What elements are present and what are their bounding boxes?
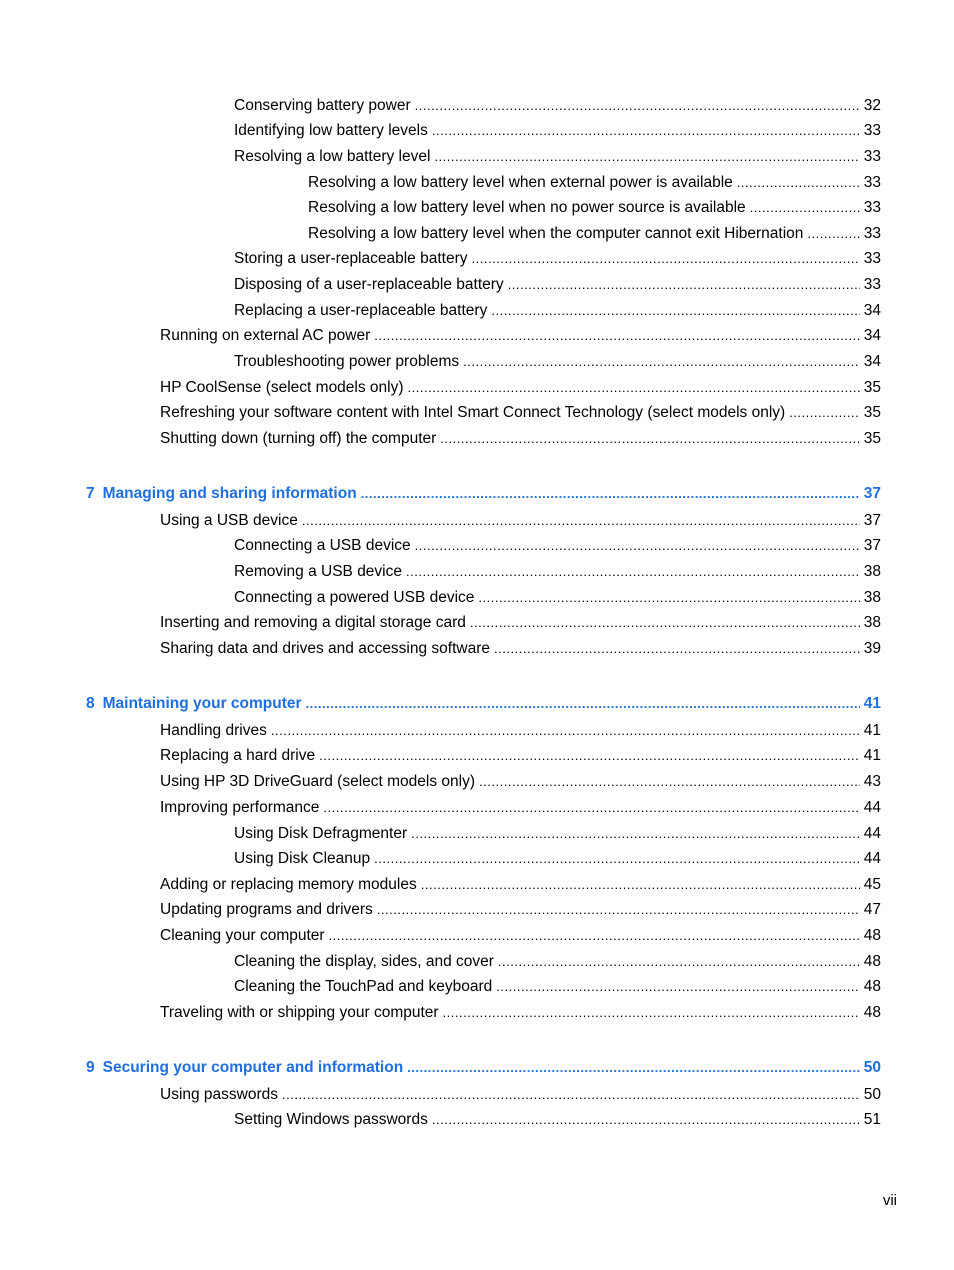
- page-number: vii: [882, 1192, 897, 1209]
- entry-page-number: 37: [863, 512, 881, 529]
- entry-label: Inserting and removing a digital storage card: [160, 614, 466, 631]
- entry-label: Running on external AC power: [160, 327, 371, 344]
- entry-label: Resolving a low battery level: [234, 148, 431, 165]
- toc-entry[interactable]: [234, 249, 881, 269]
- entry-page-number: 50: [863, 1059, 881, 1076]
- toc-entry[interactable]: [234, 977, 881, 997]
- entry-page-number: 44: [863, 825, 881, 842]
- entry-label: Setting Windows passwords: [234, 1111, 428, 1128]
- toc-entry[interactable]: [160, 772, 881, 792]
- toc-chapter-entry[interactable]: [86, 484, 881, 504]
- dot-leader: [329, 926, 860, 946]
- chapter-title: Maintaining your computer: [102, 695, 302, 712]
- dot-leader: [472, 249, 860, 269]
- entry-label: Using Disk Defragmenter: [234, 825, 408, 842]
- dot-leader: [494, 639, 860, 659]
- dot-leader: [282, 1085, 860, 1105]
- entry-page-number: 48: [863, 953, 881, 970]
- dot-leader: [415, 536, 860, 556]
- dot-leader: [421, 875, 860, 895]
- entry-page-number: 45: [863, 876, 881, 893]
- dot-leader: [478, 588, 859, 608]
- entry-page-number: 44: [863, 850, 881, 867]
- toc-entry[interactable]: [160, 511, 881, 531]
- dot-leader: [361, 484, 860, 504]
- entry-page-number: 41: [863, 747, 881, 764]
- toc-entry[interactable]: [160, 798, 881, 818]
- dot-leader: [415, 96, 860, 116]
- entry-page-number: 51: [863, 1111, 881, 1128]
- dot-leader: [496, 977, 860, 997]
- entry-label: Replacing a hard drive: [160, 747, 316, 764]
- entry-label: Using a USB device: [160, 512, 298, 529]
- toc-entry[interactable]: [160, 900, 881, 920]
- toc-entry[interactable]: [160, 613, 881, 633]
- chapter-number: 8: [86, 695, 95, 712]
- entry-page-number: 41: [863, 722, 881, 739]
- toc-entry[interactable]: [234, 824, 881, 844]
- toc-entry[interactable]: [160, 1085, 881, 1105]
- dot-leader: [319, 746, 860, 766]
- entry-label: Using Disk Cleanup: [234, 850, 371, 867]
- toc-entry[interactable]: [160, 403, 881, 423]
- dot-leader: [789, 403, 860, 423]
- dot-leader: [508, 275, 860, 295]
- toc-entry[interactable]: [234, 301, 881, 321]
- toc-entry[interactable]: [234, 96, 881, 116]
- chapter-label: [86, 694, 306, 714]
- entry-page-number: 37: [863, 537, 881, 554]
- entry-page-number: 50: [863, 1086, 881, 1103]
- toc-entry[interactable]: [234, 849, 881, 869]
- toc-chapter-entry[interactable]: [86, 1058, 881, 1078]
- entry-page-number: 33: [863, 250, 881, 267]
- entry-label: Removing a USB device: [234, 563, 402, 580]
- entry-label: Disposing of a user-replaceable battery: [234, 276, 504, 293]
- entry-label: Resolving a low battery level when no power source is available: [308, 199, 746, 216]
- toc-entry[interactable]: [234, 1110, 881, 1130]
- entry-page-number: 37: [863, 485, 881, 502]
- entry-page-number: 33: [863, 122, 881, 139]
- toc-entry[interactable]: [160, 639, 881, 659]
- entry-label: Resolving a low battery level when the computer cannot exit Hibernation: [308, 225, 804, 242]
- entry-page-number: 33: [863, 225, 881, 242]
- dot-leader: [374, 849, 860, 869]
- dot-leader: [807, 224, 859, 244]
- chapter-label: [86, 1058, 407, 1078]
- toc-entry[interactable]: [308, 173, 881, 193]
- toc-entry[interactable]: [160, 326, 881, 346]
- entry-label: Identifying low battery levels: [234, 122, 428, 139]
- entry-page-number: 38: [863, 614, 881, 631]
- toc-entry[interactable]: [160, 926, 881, 946]
- entry-page-number: 47: [863, 901, 881, 918]
- dot-leader: [443, 1003, 860, 1023]
- entry-label: Refreshing your software content with Intel Smart Connect Technology (select models only): [160, 404, 786, 421]
- dot-leader: [374, 326, 860, 346]
- toc-entry[interactable]: [234, 536, 881, 556]
- entry-label: Adding or replacing memory modules: [160, 876, 417, 893]
- dot-leader: [306, 694, 860, 714]
- entry-label: Resolving a low battery level when external power is available: [308, 174, 733, 191]
- entry-page-number: 44: [863, 799, 881, 816]
- toc-entry[interactable]: [160, 429, 881, 449]
- toc-entry[interactable]: [234, 562, 881, 582]
- dot-leader: [463, 352, 860, 372]
- entry-label: HP CoolSense (select models only): [160, 379, 404, 396]
- entry-page-number: 41: [863, 695, 881, 712]
- entry-label: Connecting a USB device: [234, 537, 411, 554]
- toc-entry[interactable]: [160, 1003, 881, 1023]
- dot-leader: [411, 824, 860, 844]
- entry-label: Cleaning the TouchPad and keyboard: [234, 978, 493, 995]
- chapter-title: Managing and sharing information: [102, 485, 357, 502]
- entry-page-number: 33: [863, 199, 881, 216]
- dot-leader: [737, 173, 860, 193]
- entry-page-number: 33: [863, 174, 881, 191]
- entry-page-number: 48: [863, 978, 881, 995]
- dot-leader: [408, 378, 860, 398]
- toc-entry[interactable]: [160, 721, 881, 741]
- entry-label: Shutting down (turning off) the computer: [160, 430, 437, 447]
- toc-entry[interactable]: [160, 746, 881, 766]
- entry-page-number: 48: [863, 927, 881, 944]
- dot-leader: [377, 900, 860, 920]
- entry-page-number: 32: [863, 97, 881, 114]
- toc-entry[interactable]: [160, 378, 881, 398]
- toc-entry[interactable]: [234, 275, 881, 295]
- chapter-number: 9: [86, 1059, 95, 1076]
- entry-page-number: 35: [863, 379, 881, 396]
- dot-leader: [491, 301, 859, 321]
- entry-label: Improving performance: [160, 799, 320, 816]
- toc-entry[interactable]: [234, 952, 881, 972]
- dot-leader: [406, 562, 860, 582]
- dot-leader: [323, 798, 859, 818]
- chapter-title: Securing your computer and information: [102, 1059, 404, 1076]
- entry-page-number: 38: [863, 563, 881, 580]
- toc-entry[interactable]: [234, 121, 881, 141]
- entry-page-number: 38: [863, 589, 881, 606]
- dot-leader: [434, 147, 859, 167]
- entry-label: Handling drives: [160, 722, 267, 739]
- dot-leader: [440, 429, 859, 449]
- dot-leader: [498, 952, 860, 972]
- toc-entry[interactable]: [234, 352, 881, 372]
- dot-leader: [432, 1110, 860, 1130]
- dot-leader: [271, 721, 860, 741]
- entry-label: Cleaning your computer: [160, 927, 325, 944]
- entry-label: Sharing data and drives and accessing software: [160, 640, 491, 657]
- entry-label: Troubleshooting power problems: [234, 353, 460, 370]
- toc-entry[interactable]: [160, 875, 881, 895]
- toc-entry[interactable]: [308, 198, 881, 218]
- dot-leader: [302, 511, 860, 531]
- entry-label: Conserving battery power: [234, 97, 411, 114]
- entry-page-number: 39: [863, 640, 881, 657]
- chapter-number: 7: [86, 485, 95, 502]
- dot-leader: [470, 613, 860, 633]
- entry-label: Updating programs and drivers: [160, 901, 373, 918]
- entry-page-number: 43: [863, 773, 881, 790]
- dot-leader: [750, 198, 860, 218]
- entry-page-number: 34: [863, 302, 881, 319]
- toc-entry[interactable]: [234, 147, 881, 167]
- entry-label: Replacing a user-replaceable battery: [234, 302, 488, 319]
- dot-leader: [432, 121, 860, 141]
- toc-entry[interactable]: [308, 224, 881, 244]
- chapter-label: [86, 484, 361, 504]
- entry-label: Cleaning the display, sides, and cover: [234, 953, 494, 970]
- entry-label: Traveling with or shipping your computer: [160, 1004, 439, 1021]
- entry-page-number: 34: [863, 327, 881, 344]
- entry-label: Connecting a powered USB device: [234, 589, 475, 606]
- entry-label: Storing a user-replaceable battery: [234, 250, 468, 267]
- entry-label: Using HP 3D DriveGuard (select models only): [160, 773, 475, 790]
- dot-leader: [479, 772, 860, 792]
- entry-page-number: 35: [863, 430, 881, 447]
- entry-page-number: 34: [863, 353, 881, 370]
- toc-chapter-entry[interactable]: [86, 694, 881, 714]
- entry-label: Using passwords: [160, 1086, 279, 1103]
- dot-leader: [407, 1058, 860, 1078]
- toc-entry[interactable]: [234, 588, 881, 608]
- entry-page-number: 33: [863, 148, 881, 165]
- entry-page-number: 48: [863, 1004, 881, 1021]
- entry-page-number: 33: [863, 276, 881, 293]
- entry-page-number: 35: [863, 404, 881, 421]
